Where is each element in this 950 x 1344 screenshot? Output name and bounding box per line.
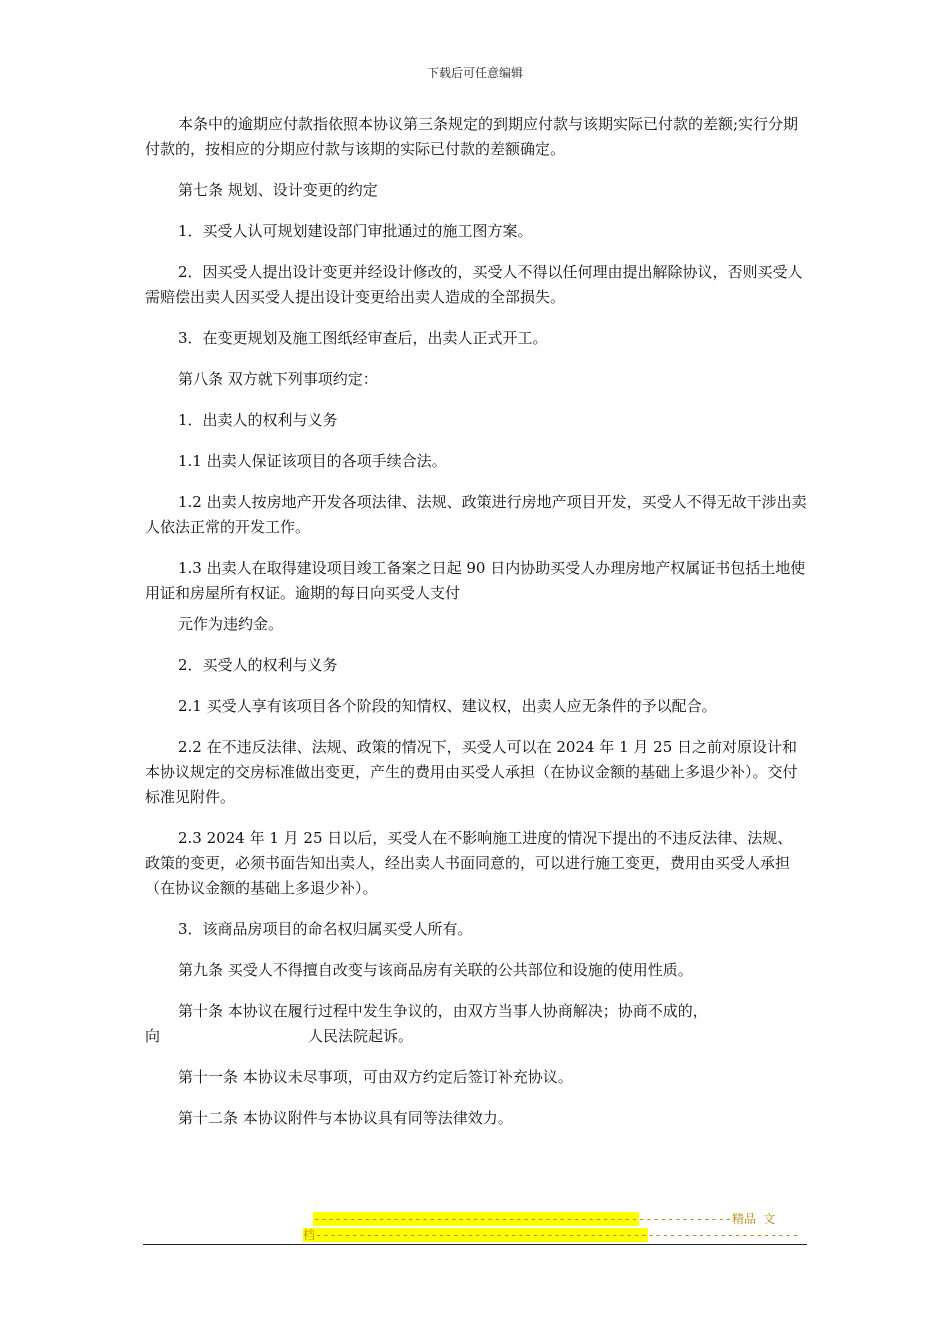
article-ten <box>145 999 807 1049</box>
paragraph: 3．在变更规划及施工图纸经审查后，出卖人正式开工。 <box>178 329 548 347</box>
article-heading: 第九条 买受人不得擅自改变与该商品房有关联的公共部位和设施的使用性质。 <box>178 961 693 979</box>
court-suffix: 人民法院起诉。 <box>308 1027 414 1045</box>
paragraph: 本条中的逾期应付款指依照本协议第三条规定的到期应付款与该期实际已付款的差额;实行分期付款的，按相应的分期应付款与该期的实际已付款的差额确定。 <box>145 115 799 158</box>
paragraph: 3．该商品房项目的命名权归属买受人所有。 <box>178 920 473 938</box>
footer-highlight-line-2: 档------------------------------------------------------------------- <box>303 1228 800 1242</box>
article-heading: 第十一条 本协议未尽事项，可由双方约定后签订补充协议。 <box>178 1068 573 1086</box>
court-line <box>145 1024 807 1049</box>
article-heading: 第十二条 本协议附件与本协议具有同等法律效力。 <box>178 1109 513 1127</box>
footer-highlight-line-1: ----------------------------------------------------------精品 文 <box>313 1212 776 1226</box>
paragraph: 1.1 出卖人保证该项目的各项手续合法。 <box>178 452 447 470</box>
page-header: 下载后可任意编辑 <box>426 66 523 80</box>
paragraph: 第十条 本协议在履行过程中发生争议的，由双方当事人协商解决；协商不成的， <box>178 1002 708 1020</box>
footer-rule <box>143 1244 807 1245</box>
section-heading: 2．买受人的权利与义务 <box>178 656 338 674</box>
paragraph: 2.3 2024 年 1 月 25 日以后，买受人在不影响施工进度的情况下提出的不违反法律、法规、政策的变更，必须书面告知出卖人，经出卖人书面同意的，可以进行施工变更，费用由买受人承担（在协议金额的基础上多退少补）。 <box>145 829 793 897</box>
paragraph: 元作为违约金。 <box>178 615 284 633</box>
paragraph: 1．买受人认可规划建设部门审批通过的施工图方案。 <box>178 222 533 240</box>
court-prefix: 向 <box>145 1027 161 1045</box>
paragraph: 2．因买受人提出设计变更并经设计修改的，买受人不得以任何理由提出解除协议，否则买受人需赔偿出卖人因买受人提出设计变更给出卖人造成的全部损失。 <box>145 263 803 306</box>
section-heading: 1．出卖人的权利与义务 <box>178 411 338 429</box>
paragraph: 1.2 出卖人按房地产开发各项法律、法规、政策进行房地产项目开发，买受人不得无故干涉出卖人依法正常的开发工作。 <box>145 493 807 536</box>
paragraph: 1.3 出卖人在取得建设项目竣工备案之日起 90 日内协助买受人办理房地产权属证书包括土地使用证和房屋所有权证。逾期的每日向买受人支付 <box>145 559 806 602</box>
article-heading: 第八条 双方就下列事项约定： <box>178 370 378 388</box>
paragraph: 2.2 在不违反法律、法规、政策的情况下，买受人可以在 2024 年 1 月 25 日之前对原设计和本协议规定的交房标准做出变更，产生的费用由买受人承担（在协议金额的基础上多退少补）。交付标准见附件。 <box>145 738 798 806</box>
document-body <box>145 112 807 1147</box>
article-heading: 第七条 规划、设计变更的约定 <box>178 181 378 199</box>
paragraph: 2.1 买受人享有该项目各个阶段的知情权、建议权，出卖人应无条件的予以配合。 <box>178 697 717 715</box>
